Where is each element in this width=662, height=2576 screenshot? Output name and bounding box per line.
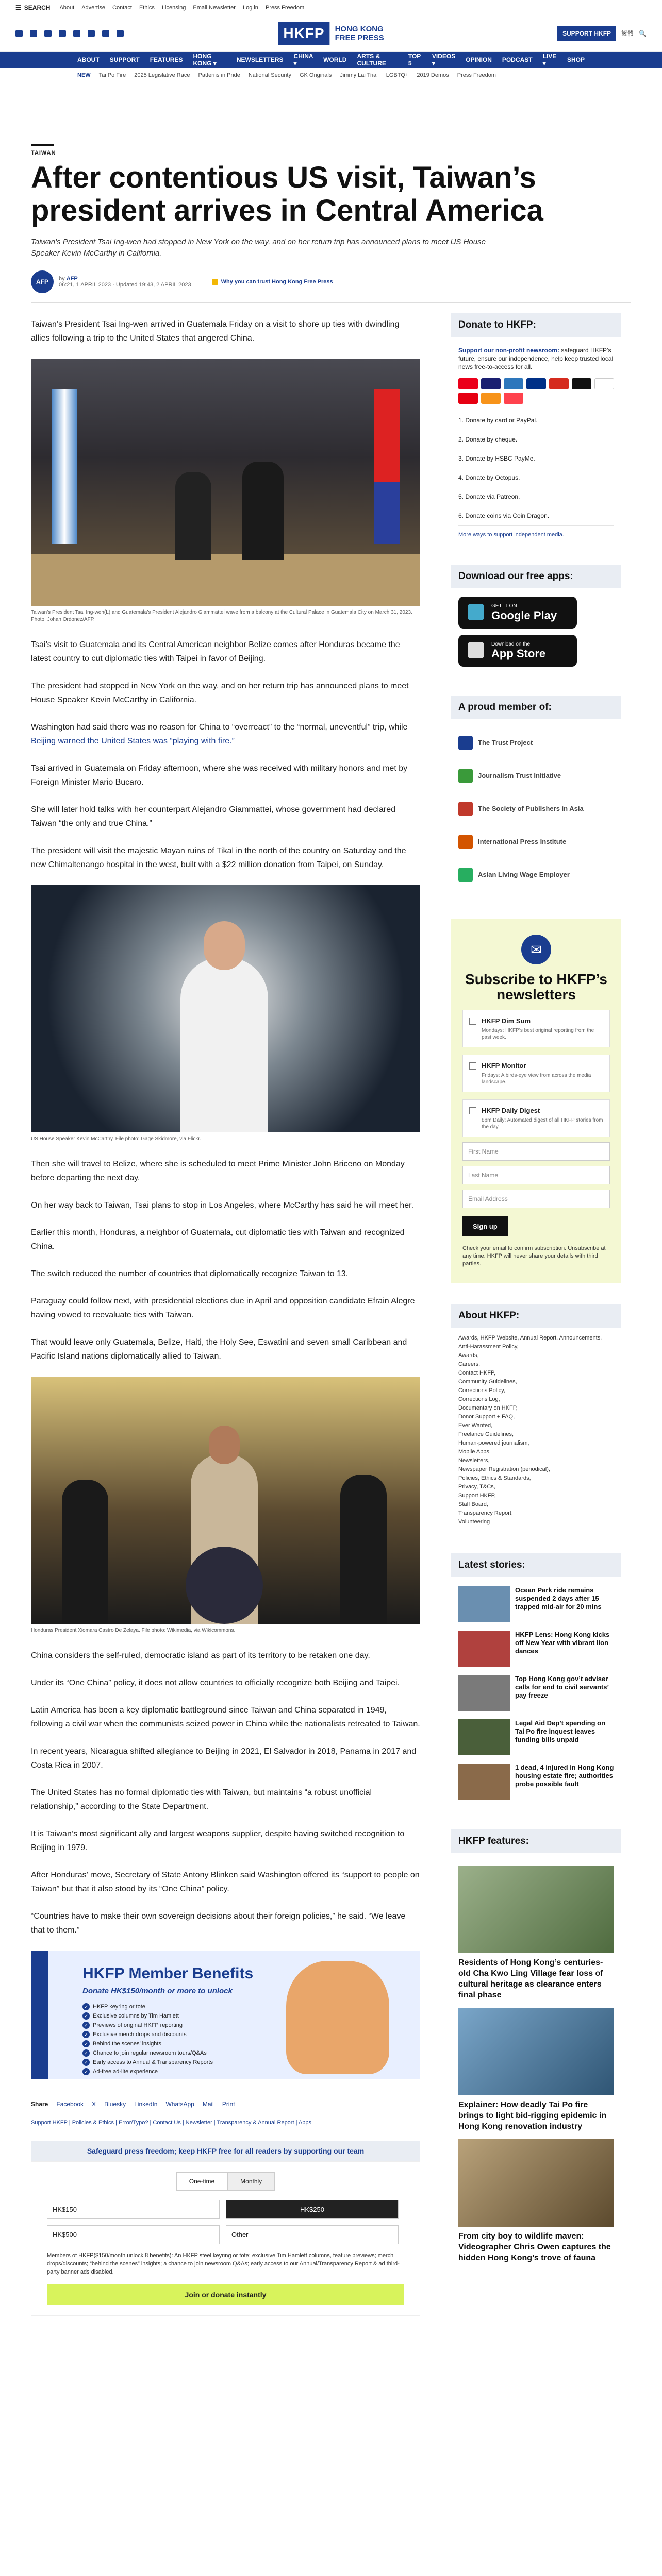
promo-subtitle: Donate HK$150/month or more to unlock: [82, 1987, 233, 1995]
donate-options: [451, 411, 621, 526]
donate-option[interactable]: 3. Donate by HSBC PayMe.: [458, 449, 614, 468]
nav-live[interactable]: LIVE ▾: [542, 53, 557, 67]
logo-box: HKFP: [278, 22, 329, 45]
member-logo[interactable]: [458, 759, 614, 792]
feature-image: [458, 2139, 614, 2227]
feature-item[interactable]: [458, 2008, 614, 2132]
latest-heading: Latest stories:: [451, 1553, 621, 1577]
unionpay-icon: [549, 378, 569, 389]
paragraph: Paraguay could follow next, with presidential elections due in April and opposition candidate Efrain Alegre having vowed to reevaluate ties with Taiwan.: [31, 1297, 415, 1319]
app-buttons: [451, 588, 621, 675]
header-search-icon[interactable]: 🔍: [639, 29, 647, 37]
paragraph: After Honduras’ move, Secretary of State Antony Blinken said Washington offered its “support to people on Taiwan” but that it also stood by its “One China” policy.: [31, 1871, 420, 1893]
amex-icon: [504, 378, 523, 389]
payment-icons: [451, 375, 621, 411]
trending-link[interactable]: National Security: [248, 72, 291, 78]
patreon-icon: [504, 393, 523, 404]
top-link-pressfreedom[interactable]: Press Freedom: [265, 5, 305, 11]
paragraph: Latin America has been a key diplomatic battleground since Taiwan and China separated in 1949, following a civil war when the communists seized power in China while the nationalists retreated to Taiwan.: [31, 1706, 420, 1728]
paragraph: The president had stopped in New York on the way, and on her return trip has announced plans to meet House Speaker Kevin McCarthy in California.: [31, 682, 409, 704]
amount-option[interactable]: HK$500: [47, 2225, 220, 2244]
about-link[interactable]: Corrections Log,: [458, 1396, 500, 1402]
benefit-item: ✓ Ad-free ad-lite experience: [82, 2067, 213, 2076]
trending-link[interactable]: 2025 Legislative Race: [134, 72, 190, 78]
story-title: 1 dead, 4 injured in Hong Kong housing estate fire; authorities probe possible fault: [515, 1764, 614, 1788]
benefit-item: ✓ HKFP keyring or tote: [82, 2002, 213, 2011]
benefit-item: ✓ Behind the scenes’ insights: [82, 2039, 213, 2048]
sidebar: [451, 313, 621, 2316]
member-name: The Trust Project: [478, 739, 533, 747]
trust-label: Why you can trust Hong Kong Free Press: [221, 279, 333, 285]
applepay-icon: [572, 378, 591, 389]
telegram-icon[interactable]: [102, 30, 109, 37]
bitcoin-icon: [481, 393, 501, 404]
story-item[interactable]: [458, 1582, 614, 1626]
signup-button[interactable]: Sign up: [462, 1216, 508, 1236]
feature-image: [458, 1866, 614, 1953]
paragraph: On her way back to Taiwan, Tsai plans to stop in Los Angeles, where McCarthy has said he will meet her.: [31, 1201, 414, 1210]
mail-icon: ✉: [521, 935, 551, 964]
about-link[interactable]: Careers,: [458, 1361, 481, 1367]
figure-caption: Honduras President Xiomara Castro De Zelaya. File photo: Wikimedia, via Wikicommons.: [31, 1628, 236, 1633]
top-link-login[interactable]: Log in: [242, 5, 258, 11]
newsletter-desc: Fridays: A birds-eye view from across the media landscape.: [482, 1073, 591, 1085]
header-actions: [557, 26, 647, 41]
feature-image: [458, 2008, 614, 2095]
trust-link[interactable]: [212, 279, 333, 285]
tab-one-time[interactable]: One-time: [176, 2172, 227, 2191]
share-linkedin[interactable]: LinkedIn: [134, 2100, 158, 2108]
member-benefits-banner[interactable]: [31, 1951, 420, 2079]
paragraph: “Countries have to make their own sovereign decisions about their foreign policies,” he said. “We leave that to them.”: [31, 1912, 406, 1935]
feature-title: Explainer: How deadly Tai Po fire brings to light bid-rigging epidemic in Hong Kong renovation industry: [458, 2100, 607, 2131]
paragraph: In recent years, Nicaragua shifted allegiance to Beijing in 2021, El Salvador in 2018, Panama in 2017 and Costa Rica in 2007.: [31, 1747, 417, 1770]
support-links[interactable]: Support HKFP | Policies & Ethics | Error/Typo? | Contact Us | Newsletter | Transparency & Annual Report | Apps: [31, 2113, 420, 2132]
about-link[interactable]: Corrections Policy,: [458, 1387, 505, 1394]
donate-link[interactable]: Support our non-profit newsroom:: [458, 347, 559, 354]
logo-line1: HONG KONG: [335, 24, 384, 33]
share-x[interactable]: X: [92, 2100, 96, 2108]
living-wage-icon: [458, 868, 473, 882]
apple-icon: [468, 642, 484, 658]
share-mail[interactable]: Mail: [202, 2100, 214, 2108]
main-nav: [0, 52, 662, 68]
donate-heading: Donate to HKFP:: [451, 313, 621, 337]
jti-icon: [458, 769, 473, 783]
paragraph: Taiwan’s President Tsai Ing-wen arrived in Guatemala Friday on a visit to shore up ties with dwindling allies following a trip to the United States that angered China.: [31, 320, 400, 343]
about-link[interactable]: Policies, Ethics & Standards,: [458, 1475, 531, 1481]
newsletter-note: Check your email to confirm subscription. Unsubscribe at any time. HKFP will never share your details with third parties.: [462, 1245, 606, 1267]
about-link[interactable]: Freelance Guidelines,: [458, 1431, 514, 1437]
member-name: Asian Living Wage Employer: [478, 871, 570, 878]
safeguard-banner[interactable]: Safeguard press freedom; keep HKFP free for all readers by supporting our team: [31, 2141, 420, 2161]
features-heading: HKFP features:: [451, 1829, 621, 1853]
as-small: Download on the: [491, 641, 531, 647]
join-now-band: [31, 1951, 48, 2079]
newsletter-box: [451, 919, 621, 1283]
members-heading: A proud member of:: [451, 696, 621, 719]
figure: [31, 885, 420, 1143]
figure-caption: US House Speaker Kevin McCarthy. File photo: Gage Skidmore, via Flickr.: [31, 1136, 201, 1142]
share-facebook[interactable]: Facebook: [56, 2100, 84, 2108]
member-logo[interactable]: [458, 726, 614, 759]
about-box: [451, 1304, 621, 1533]
about-links: [451, 1328, 621, 1533]
facebook-icon[interactable]: [15, 30, 23, 37]
paragraph: It is Taiwan’s most significant ally and largest weapons supplier, despite having switched recognition to Beijing in 1979.: [31, 1829, 405, 1852]
newsletter-name: HKFP Dim Sum: [482, 1017, 531, 1025]
x-icon[interactable]: [30, 30, 37, 37]
feature-title: Residents of Hong Kong’s centuries-old Cha Kwo Ling Village fear loss of cultural heritage as clearance enters final phase: [458, 1958, 603, 1999]
ad-space: [0, 82, 662, 144]
member-logo[interactable]: [458, 858, 614, 891]
about-link[interactable]: Ever Wanted,: [458, 1422, 493, 1429]
googlepay-icon: [594, 378, 614, 389]
nav-podcast[interactable]: PODCAST: [502, 56, 533, 63]
about-heading: About HKFP:: [451, 1304, 621, 1328]
newsletter-desc: Mondays: HKFP’s best original reporting from the past week.: [482, 1028, 594, 1040]
newsletter-option[interactable]: [462, 1010, 610, 1047]
paragraph: The switch reduced the number of countries that diplomatically recognize Taiwan to 13.: [31, 1269, 349, 1278]
about-link[interactable]: Support HKFP,: [458, 1493, 496, 1499]
about-link[interactable]: Awards, HKFP Website, Annual Report, Announcements, Anti-Harassment Policy,: [458, 1335, 602, 1350]
share-print[interactable]: Print: [222, 2100, 235, 2108]
member-name: Journalism Trust Initiative: [478, 772, 561, 779]
nav-opinion[interactable]: OPINION: [466, 56, 492, 63]
about-link[interactable]: Awards,: [458, 1352, 479, 1359]
amount-option[interactable]: Other: [226, 2225, 399, 2244]
benefit-item: ✓ Exclusive columns by Tim Hamlett: [82, 2011, 213, 2021]
threads-icon[interactable]: [88, 30, 95, 37]
nav-top5[interactable]: TOP 5: [408, 53, 421, 67]
search-label: SEARCH: [24, 4, 51, 11]
gp-small: GET IT ON: [491, 603, 517, 609]
article-title: After contentious US visit, Taiwan’s president arrives in Central America: [31, 161, 543, 227]
apps-box: [451, 565, 621, 675]
top-link-ethics[interactable]: Ethics: [139, 5, 155, 11]
top-link-advertise[interactable]: Advertise: [81, 5, 106, 11]
trending-link[interactable]: Tai Po Fire: [98, 72, 126, 78]
about-link[interactable]: Documentary on HKFP,: [458, 1405, 518, 1411]
latest-box: [451, 1553, 621, 1809]
tab-monthly[interactable]: Monthly: [227, 2172, 275, 2191]
paragraph: Then she will travel to Belize, where she is scheduled to meet Prime Minister John Briceno on Monday before departing the next day.: [31, 1160, 405, 1182]
mascot-illustration: [286, 1961, 389, 2074]
photo-tsai-guatemala: [31, 359, 420, 606]
figure: [31, 1377, 420, 1634]
top-link-newsletter[interactable]: Email Newsletter: [193, 5, 236, 11]
content-columns: [31, 313, 631, 2316]
share-label: Share: [31, 2100, 48, 2108]
story-item[interactable]: [458, 1626, 614, 1671]
author-name[interactable]: AFP: [66, 276, 78, 282]
new-badge: NEW: [77, 72, 91, 78]
nav-features[interactable]: FEATURES: [150, 56, 183, 63]
trending-link[interactable]: GK Originals: [299, 72, 332, 78]
checkbox[interactable]: [469, 1107, 476, 1114]
nav-world[interactable]: WORLD: [323, 56, 347, 63]
members-box: [451, 696, 621, 899]
top-bar: [0, 0, 662, 15]
byline: [31, 270, 631, 303]
newsletter-option[interactable]: [462, 1055, 610, 1092]
about-link[interactable]: Contact HKFP,: [458, 1370, 495, 1376]
article-body: [31, 313, 420, 2316]
feature-item[interactable]: [458, 2139, 614, 2263]
top-link-licensing[interactable]: Licensing: [161, 5, 186, 11]
story-thumb: [458, 1719, 510, 1755]
sopa-icon: [458, 802, 473, 816]
about-link[interactable]: Volunteering: [458, 1519, 490, 1525]
share-bar: [31, 2095, 420, 2113]
nav-about[interactable]: ABOUT: [77, 56, 100, 63]
trending-nav: [0, 68, 662, 82]
about-link[interactable]: Staff Board,: [458, 1501, 488, 1507]
email-field[interactable]: Email Address: [462, 1190, 610, 1208]
author-avatar: AFP: [31, 270, 54, 293]
donate-box: [451, 313, 621, 544]
donate-option[interactable]: 1. Donate by card or PayPal.: [458, 411, 614, 430]
figure-caption: Taiwan’s President Tsai Ing-wen(L) and Guatemala’s President Alejandro Giammattei wave from a balcony at the Cultural Palace in Guatemala City on March 31, 2023. Photo: Johan Ordonez/AFP.: [31, 609, 412, 622]
story-title: Top Hong Kong gov’t adviser calls for end to civil servants’ pay freeze: [515, 1675, 609, 1699]
top-link-about[interactable]: About: [59, 5, 75, 11]
paragraph: That would leave only Guatemala, Belize, Haiti, the Holy See, Eswatini and seven small Caribbean and Pacific Island nations diplomatically allied to Taiwan.: [31, 1338, 407, 1361]
promo-benefits: [82, 2002, 213, 2076]
member-logo[interactable]: [458, 825, 614, 858]
figure: [31, 359, 420, 623]
join-donate-button[interactable]: Join or donate instantly: [47, 2284, 404, 2305]
frequency-tabs: [47, 2172, 404, 2191]
benefit-item: ✓ Exclusive merch drops and discounts: [82, 2030, 213, 2039]
amount-option[interactable]: HK$150: [47, 2200, 220, 2219]
feature-item[interactable]: [458, 1866, 614, 2001]
story-thumb: [458, 1631, 510, 1667]
nav-arts[interactable]: ARTS & CULTURE: [357, 53, 386, 67]
logo-text: [335, 25, 384, 42]
donate-option[interactable]: 6. Donate coins via Coin Dragon.: [458, 506, 614, 526]
story-thumb: [458, 1586, 510, 1622]
menu-icon: ☰: [15, 4, 21, 11]
paragraph: Tsai arrived in Guatemala on Friday afternoon, where she was received with military honors and met by Foreign Minister Mario Bucaro.: [31, 764, 408, 787]
search-link[interactable]: [15, 4, 50, 11]
about-link[interactable]: Privacy, T&Cs,: [458, 1484, 495, 1490]
about-link[interactable]: Mobile Apps,: [458, 1449, 491, 1455]
inline-link[interactable]: Beijing warned the United States was “playing with fire.”: [31, 737, 235, 745]
features-box: [451, 1829, 621, 2268]
first-name-field[interactable]: First Name: [462, 1142, 610, 1161]
ipi-icon: [458, 835, 473, 849]
about-link[interactable]: Donor Support + FAQ,: [458, 1414, 515, 1420]
gp-label: Google Play: [491, 608, 557, 622]
header: [0, 15, 662, 52]
story-item[interactable]: [458, 1671, 614, 1715]
donate-option[interactable]: 2. Donate by cheque.: [458, 430, 614, 449]
as-label: App Store: [491, 647, 546, 660]
payme-icon: [458, 393, 478, 404]
paragraph: China considers the self-ruled, democratic island as part of its territory to be retaken one day.: [31, 1651, 370, 1660]
linkedin-icon[interactable]: [73, 30, 80, 37]
google-play-icon: [468, 604, 484, 620]
share-whatsapp[interactable]: WhatsApp: [166, 2100, 194, 2108]
site-logo[interactable]: [278, 22, 384, 45]
newsletter-name: HKFP Daily Digest: [482, 1107, 540, 1114]
member-name: The Society of Publishers in Asia: [478, 805, 584, 812]
apps-heading: Download our free apps:: [451, 565, 621, 588]
last-name-field[interactable]: Last Name: [462, 1166, 610, 1184]
donate-desc: safeguard HKFP’s future, ensure our independence, help keep trusted local news free-to-access for all.: [458, 347, 614, 370]
google-play-button[interactable]: [458, 597, 577, 629]
checkbox[interactable]: [469, 1062, 476, 1070]
story-title: Ocean Park ride remains suspended 2 days after 15 trapped mid-air for 20 mins: [515, 1586, 602, 1611]
author-line: [59, 276, 191, 282]
features-list: [451, 1853, 621, 2268]
nav-videos[interactable]: VIDEOS ▾: [432, 53, 456, 67]
top-link-contact[interactable]: Contact: [112, 5, 132, 11]
paragraph: Tsai’s visit to Guatemala and its Central American neighbor Belize comes after Honduras became the latest country to cut diplomatic ties with Taipei in favor of Beijing.: [31, 640, 400, 663]
nav-china[interactable]: CHINA ▾: [293, 53, 313, 67]
paragraph: The United States has no formal diplomatic ties with Taiwan, but maintains “a robust unofficial relationship,” according to the State Department.: [31, 1788, 372, 1811]
paragraph: Earlier this month, Honduras, a neighbor of Guatemala, cut diplomatic ties with Taiwan and recognized China.: [31, 1228, 405, 1251]
nav-hongkong[interactable]: HONG KONG ▾: [193, 53, 217, 67]
by-label: by: [59, 276, 65, 282]
paragraph-text: Washington had said there was no reason for China to “overreact” to the “normal, uneventful” trip, while: [31, 723, 408, 732]
about-link[interactable]: Newspaper Registration (periodical),: [458, 1466, 550, 1472]
nav-newsletters[interactable]: NEWSLETTERS: [236, 56, 284, 63]
promo-title: HKFP Member Benefits: [82, 1965, 254, 1982]
trending-link[interactable]: 2019 Demos: [417, 72, 449, 78]
nav-support[interactable]: SUPPORT: [109, 56, 140, 63]
trending-link[interactable]: LGBTQ+: [386, 72, 409, 78]
member-logos: [451, 719, 621, 899]
rss-icon[interactable]: [117, 30, 124, 37]
photo-mccarthy: [31, 885, 420, 1132]
donate-text: [451, 337, 621, 375]
story-title: HKFP Lens: Hong Kong kicks off New Year with vibrant lion dances: [515, 1631, 610, 1655]
donation-form: [31, 2161, 420, 2316]
story-thumb: [458, 1675, 510, 1711]
story-thumb: [458, 1764, 510, 1800]
newsletter-heading: Subscribe to HKFP’s newsletters: [465, 971, 607, 1003]
story-title: Legal Aid Dep’t spending on Tai Po fire inquest leaves funding bills unpaid: [515, 1719, 606, 1743]
amount-option[interactable]: HK$250: [226, 2200, 399, 2219]
benefit-item: ✓ Previews of original HKFP reporting: [82, 2021, 213, 2030]
paragraph: Under its “One China” policy, it does not allow countries to officially recognize both Beijing and Taipei.: [31, 1679, 400, 1687]
app-store-button[interactable]: [458, 635, 577, 667]
trending-link[interactable]: Patterns in Pride: [198, 72, 240, 78]
trust-project-icon: [458, 736, 473, 750]
about-link[interactable]: Transparency Report,: [458, 1510, 513, 1516]
about-link[interactable]: Human-powered journalism,: [458, 1440, 529, 1446]
trust-icon: [212, 279, 218, 285]
paypal-icon: [526, 378, 546, 389]
mastercard-icon: [458, 378, 478, 389]
top-links: [59, 5, 304, 11]
newsletter-option[interactable]: [462, 1099, 610, 1137]
about-link[interactable]: Newsletters,: [458, 1458, 490, 1464]
logo-line2: FREE PRESS: [335, 33, 384, 42]
latest-stories: [451, 1577, 621, 1809]
story-item[interactable]: [458, 1715, 614, 1759]
nav-shop[interactable]: SHOP: [567, 56, 585, 63]
story-item[interactable]: [458, 1759, 614, 1804]
paragraph: [31, 720, 420, 748]
donate-option[interactable]: 5. Donate via Patreon.: [458, 487, 614, 506]
share-bluesky[interactable]: Bluesky: [104, 2100, 126, 2108]
donation-note: Members of HKFP($150/month unlock 8 benefits): An HKFP steel keyring or tote; exclusive Tim Hamlett columns, feature previews; merch drops/discounts; “behind the scenes” insights; a chance to join newsroom Q&As; early access to our Annual/Transparency Report & ad third-party banner ads disabled.: [47, 2252, 400, 2275]
language-toggle[interactable]: 繁體: [621, 30, 634, 37]
trending-link[interactable]: Jimmy Lai Trial: [340, 72, 378, 78]
more-ways-link[interactable]: More ways to support independent media.: [458, 532, 564, 538]
member-name: International Press Institute: [478, 838, 567, 845]
photo-castro: [31, 1377, 420, 1624]
instagram-icon[interactable]: [44, 30, 52, 37]
paragraph: She will later hold talks with her counterpart Alejandro Giammattei, whose government had declared Taiwan “the only and true China.”: [31, 805, 396, 828]
visa-icon: [481, 378, 501, 389]
member-logo[interactable]: [458, 792, 614, 825]
feature-title: From city boy to wildlife maven: Videographer Chris Owen captures the hidden Hong Kong’s trove of fauna: [458, 2232, 611, 2262]
publish-dates: 06:21, 1 APRIL 2023 · Updated 19:43, 2 APRIL 2023: [59, 282, 191, 288]
youtube-icon[interactable]: [59, 30, 66, 37]
benefit-item: ✓ Chance to join regular newsroom tours/Q&As: [82, 2048, 213, 2058]
donate-option[interactable]: 4. Donate by Octopus.: [458, 468, 614, 487]
support-hkfp-button[interactable]: SUPPORT HKFP: [557, 26, 616, 41]
article-lead: Taiwan’s President Tsai Ing-wen had stopped in New York on the way, and on her return trip has announced plans to meet US House Speaker Kevin McCarthy in California.: [31, 238, 486, 258]
newsletter-name: HKFP Monitor: [482, 1062, 526, 1070]
about-link[interactable]: Community Guidelines,: [458, 1379, 517, 1385]
amount-options: [47, 2200, 404, 2244]
trending-link[interactable]: Press Freedom: [457, 72, 496, 78]
benefit-item: ✓ Early access to Annual & Transparency Reports: [82, 2058, 213, 2067]
paragraph: The president will visit the majestic Mayan ruins of Tikal in the north of the country on Saturday and the new Chimaltenango hospital in the west, built with a $22 million donation from Taipei, on Sunday.: [31, 846, 406, 869]
newsletter-desc: 8pm Daily: Automated digest of all HKFP stories from the day.: [482, 1117, 603, 1130]
checkbox[interactable]: [469, 1018, 476, 1025]
category-label[interactable]: TAIWAN: [31, 144, 54, 156]
